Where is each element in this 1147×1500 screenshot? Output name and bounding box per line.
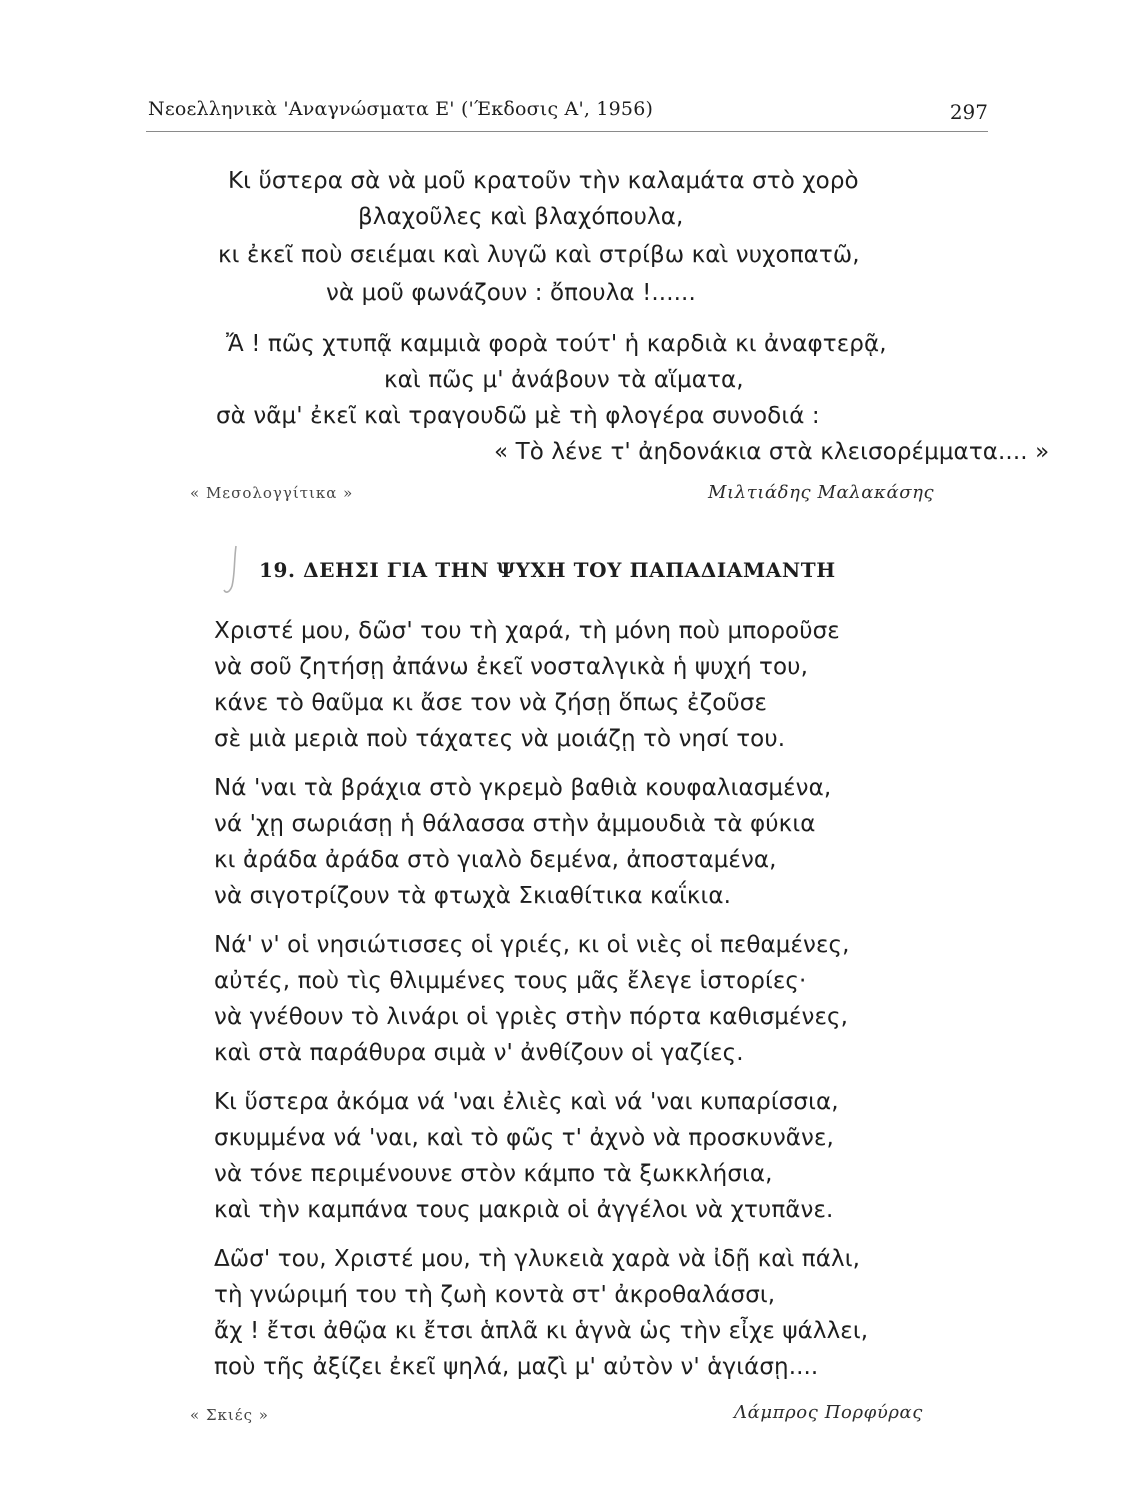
poem-line: « Τὸ λένε τ' ἀηδονάκια στὰ κλεισορέμματα.... » <box>494 439 1050 465</box>
poem-line: σκυμμένα νά 'ναι, καὶ τὸ φῶς τ' ἀχνὸ νὰ προσκυνᾶνε, <box>214 1125 834 1151</box>
poem-line: νὰ σιγοτρίζουν τὰ φτωχὰ Σκιαθίτικα καΐκια. <box>214 883 732 909</box>
poem-line: κι ἀράδα ἀράδα στὸ γιαλὸ δεμένα, ἀποσταμένα, <box>214 847 777 873</box>
poem-author: Λάμπρος Πορφύρας <box>734 1402 923 1423</box>
running-header-title: Νεοελληνικὰ 'Αναγνώσματα Ε' ('Έκδοσις Α', 1956) <box>148 98 654 120</box>
poem-line: νὰ σοῦ ζητήσῃ ἀπάνω ἐκεῖ νοσταλγικὰ ἡ ψυχή του, <box>214 654 808 680</box>
poem-line: σὰ νᾶμ' ἐκεῖ καὶ τραγουδῶ μὲ τὴ φλογέρα συνοδιά : <box>216 403 820 429</box>
poem-author: Μιλτιάδης Μαλακάσης <box>708 482 935 503</box>
poem-line: κάνε τὸ θαῦμα κι ἄσε τον νὰ ζήσῃ ὅπως ἐζοῦσε <box>214 690 767 716</box>
poem-line: καὶ πῶς μ' ἀνάβουν τὰ αἵματα, <box>384 367 744 393</box>
poem-line: νὰ τόνε περιμένουνε στὸν κάμπο τὰ ξωκκλήσια, <box>214 1161 773 1187</box>
poem-heading: 19. ΔΕΗΣΙ ΓΙΑ ΤΗΝ ΨΥΧΗ ΤΟΥ ΠΑΠΑΔΙΑΜΑΝΤΗ <box>259 558 836 582</box>
poem-line: κι ἐκεῖ ποὺ σειέμαι καὶ λυγῶ καὶ στρίβω καὶ νυχοπατῶ, <box>218 242 860 268</box>
running-header <box>148 98 988 132</box>
poem-line: ποὺ τῆς ἀξίζει ἐκεῖ ψηλά, μαζὶ μ' αὐτὸν ν' ἁγιάσῃ.... <box>214 1354 819 1380</box>
poem-line: ἄχ ! ἔτσι ἀθῷα κι ἔτσι ἁπλᾶ κι ἁγνὰ ὡς τὴν εἶχε ψάλλει, <box>214 1318 869 1344</box>
pencil-mark-icon <box>222 544 246 598</box>
poem-line: βλαχοῦλες καὶ βλαχόπουλα, <box>358 204 684 230</box>
poem-line: νά 'χῃ σωριάσῃ ἡ θάλασσα στὴν ἀμμουδιὰ τὰ φύκια <box>214 811 816 837</box>
poem-line: νὰ μοῦ φωνάζουν : ὄπουλα !...... <box>326 280 696 306</box>
poem-line: Νά' ν' οἱ νησιώτισσες οἱ γριές, κι οἱ νιὲς οἱ πεθαμένες, <box>214 932 850 958</box>
poem-line: σὲ μιὰ μεριὰ ποὺ τάχατες νὰ μοιάζῃ τὸ νησί του. <box>214 726 786 752</box>
poem-line: αὐτές, ποὺ τὶς θλιμμένες τους μᾶς ἔλεγε ἱστορίες· <box>214 968 807 994</box>
poem-line: Ἄ ! πῶς χτυπᾷ καμμιὰ φορὰ τούτ' ἡ καρδιὰ κι ἀναφτερᾷ, <box>226 331 887 357</box>
page-number: 297 <box>949 100 988 124</box>
poem-line: καὶ τὴν καμπάνα τους μακριὰ οἱ ἀγγέλοι νὰ χτυπᾶνε. <box>214 1197 834 1223</box>
header-rule <box>146 131 988 132</box>
poem-line: Κι ὕστερα ἀκόμα νά 'ναι ἐλιὲς καὶ νά 'ναι κυπαρίσσια, <box>214 1089 839 1115</box>
poem-line: τὴ γνώριμή του τὴ ζωὴ κοντὰ στ' ἀκροθαλάσσι, <box>214 1282 776 1308</box>
poem-line: Δῶσ' του, Χριστέ μου, τὴ γλυκειὰ χαρὰ νὰ ἰδῇ καὶ πάλι, <box>214 1246 861 1272</box>
poem-line: καὶ στὰ παράθυρα σιμὰ ν' ἀνθίζουν οἱ γαζίες. <box>214 1040 744 1066</box>
poem-line: Κι ὕστερα σὰ νὰ μοῦ κρατοῦν τὴν καλαμάτα στὸ χορὸ <box>228 168 859 194</box>
poem-line: Χριστέ μου, δῶσ' του τὴ χαρά, τὴ μόνη ποὺ μποροῦσε <box>214 618 840 644</box>
poem-source: « Σκιές » <box>190 1406 269 1424</box>
poem-line: νὰ γνέθουν τὸ λινάρι οἱ γριὲς στὴν πόρτα καθισμένες, <box>214 1004 849 1030</box>
poem-source: « Μεσολογγίτικα » <box>190 484 354 502</box>
poem-line: Νά 'ναι τὰ βράχια στὸ γκρεμὸ βαθιὰ κουφαλιασμένα, <box>214 775 832 801</box>
